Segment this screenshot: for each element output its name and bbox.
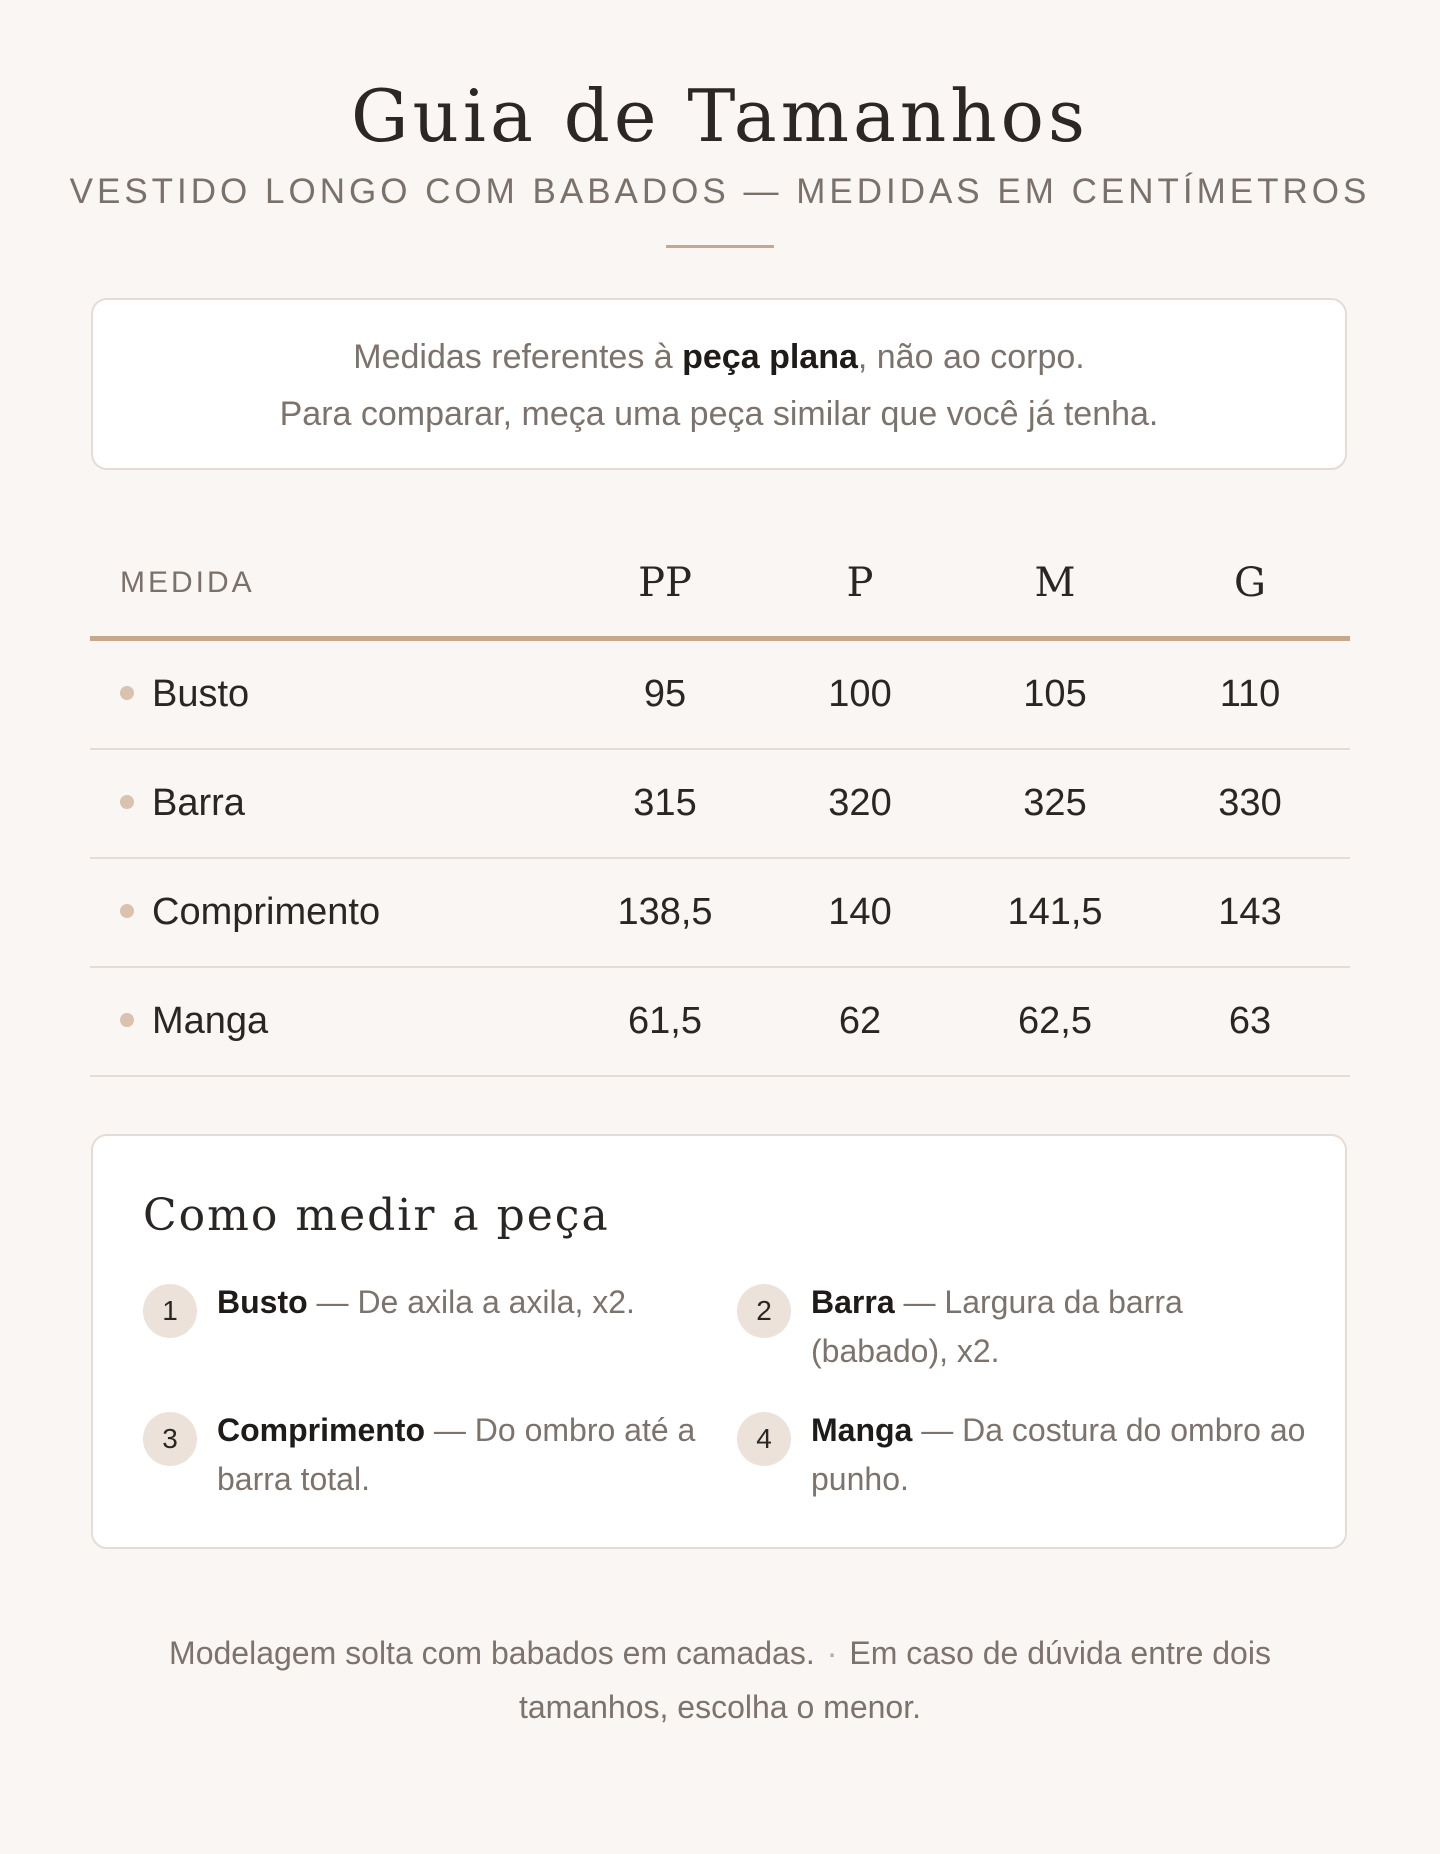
row-label-cell (90, 639, 570, 750)
table-cell: 62,5 (960, 967, 1150, 1076)
how-to-title: Como medir a peça (143, 1190, 610, 1241)
note-line-2: Para comparar, meça uma peça similar que você já tenha. (279, 395, 1159, 433)
row-label: Busto (152, 673, 250, 715)
step-description: — Do ombro até a barra total. (217, 1412, 696, 1497)
table-cell: 63 (1150, 967, 1350, 1076)
size-header-p: P (760, 530, 960, 639)
size-header-m: M (960, 530, 1150, 639)
step-name: Comprimento (217, 1412, 425, 1448)
row-label: Manga (152, 1000, 269, 1042)
table-row (90, 858, 1350, 967)
table-cell: 110 (1150, 639, 1350, 750)
size-table-header-row (90, 530, 1350, 639)
page-subtitle: VESTIDO LONGO COM BABADOS — MEDIDAS EM CENTÍMETROS (69, 172, 1371, 211)
footer-separator: · (826, 1635, 838, 1671)
row-label-cell (90, 967, 570, 1076)
size-header-g: G (1150, 530, 1350, 639)
table-cell: 95 (570, 639, 760, 750)
bullet-dot-icon (120, 686, 134, 700)
step-text (811, 1278, 1311, 1376)
note-emphasis: peça plana (682, 338, 858, 376)
step-description: — Largura da barra (babado), x2. (811, 1284, 1183, 1369)
row-label: Barra (152, 782, 245, 824)
table-cell: 100 (760, 639, 960, 750)
table-cell: 138,5 (570, 858, 760, 967)
table-cell: 330 (1150, 749, 1350, 858)
bullet-dot-icon (120, 1013, 134, 1027)
step-description: — Da costura do ombro ao punho. (811, 1412, 1306, 1497)
step-description: — De axila a axila, x2. (307, 1284, 635, 1320)
measure-column-header: MEDIDA (90, 530, 570, 639)
step-name: Manga (811, 1412, 913, 1448)
size-header-pp: PP (570, 530, 760, 639)
table-row (90, 639, 1350, 750)
table-cell: 315 (570, 749, 760, 858)
bullet-dot-icon (120, 795, 134, 809)
table-cell: 320 (760, 749, 960, 858)
size-table (90, 530, 1350, 1077)
bullet-dot-icon (120, 904, 134, 918)
step-text (217, 1406, 717, 1504)
step-number-badge: 4 (737, 1412, 791, 1466)
page-title: Guia de Tamanhos (351, 74, 1089, 158)
flat-measurement-note (91, 298, 1347, 470)
step-number-badge: 1 (143, 1284, 197, 1338)
table-row (90, 967, 1350, 1076)
table-row (90, 749, 1350, 858)
row-label-cell (90, 749, 570, 858)
footer-size-advice: Em caso de dúvida entre dois tamanhos, escolha o menor. (518, 1635, 1271, 1725)
note-line-1 (93, 329, 1345, 386)
table-cell: 105 (960, 639, 1150, 750)
table-cell: 62 (760, 967, 960, 1076)
step-name: Barra (811, 1284, 895, 1320)
step-name: Busto (217, 1284, 308, 1320)
step-number-badge: 2 (737, 1284, 791, 1338)
footer-fit-note: Modelagem solta com babados em camadas. (169, 1635, 815, 1671)
footer-note (90, 1626, 1350, 1734)
table-cell: 141,5 (960, 858, 1150, 967)
step-text (217, 1278, 717, 1327)
row-label-cell (90, 858, 570, 967)
note-line-1-end: , não ao corpo. (857, 338, 1085, 376)
step-number-badge: 3 (143, 1412, 197, 1466)
title-divider (666, 245, 774, 248)
note-line-1-start: Medidas referentes à (353, 338, 683, 376)
step-text (811, 1406, 1311, 1504)
table-cell: 140 (760, 858, 960, 967)
table-cell: 143 (1150, 858, 1350, 967)
table-cell: 325 (960, 749, 1150, 858)
how-to-measure-card (91, 1134, 1347, 1549)
row-label: Comprimento (152, 891, 381, 933)
table-cell: 61,5 (570, 967, 760, 1076)
